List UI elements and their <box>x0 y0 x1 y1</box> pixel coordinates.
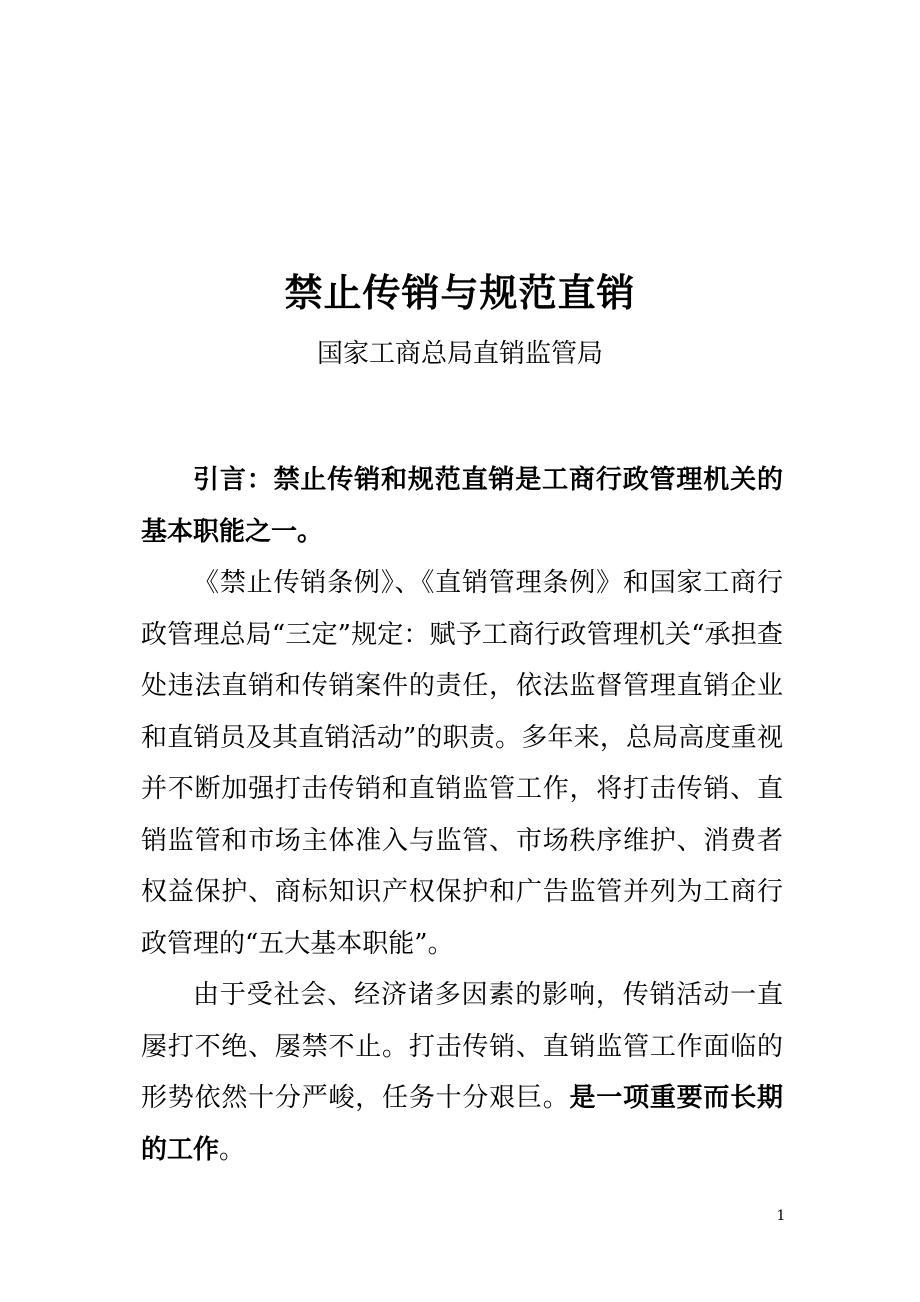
page-number: 1 <box>776 1208 786 1224</box>
paragraph-situation <box>141 970 783 1176</box>
document-subtitle: 国家工商总局直销监管局 <box>316 339 603 369</box>
intro-paragraph: 引言：禁止传销和规范直销是工商行政管理机关的基本职能之一。 <box>141 465 783 547</box>
paragraph-situation-end: 。 <box>219 1134 246 1165</box>
document-title: 禁止传销与规范直销 <box>284 271 636 315</box>
paragraph-regulations: 《禁止传销条例》、《直销管理条例》和国家工商行政管理总局“三定”规定：赋予工商行政管理机关“承担查处违法直销和传销案件的责任，依法监督管理直销企业和直销员及其直销活动”的职责。多年来，总局高度重视并不断加强打击传销和直销监管工作，将打击传销、直销监管和市场主体准入与监管、市场秩序维护、消费者权益保护、商标知识产权保护和广告监管并列为工商行政管理的“五大基本职能”。 <box>141 568 783 959</box>
paragraph-situation-emphasis: 是一项重要而长期的工作 <box>141 1083 783 1165</box>
paragraph-situation-text: 由于受社会、经济诸多因素的影响，传销活动一直屡打不绝、屡禁不止。打击传销、直销监管工作面临的形势依然十分严峻，任务十分艰巨。 <box>141 980 783 1113</box>
document-body <box>141 455 783 1176</box>
